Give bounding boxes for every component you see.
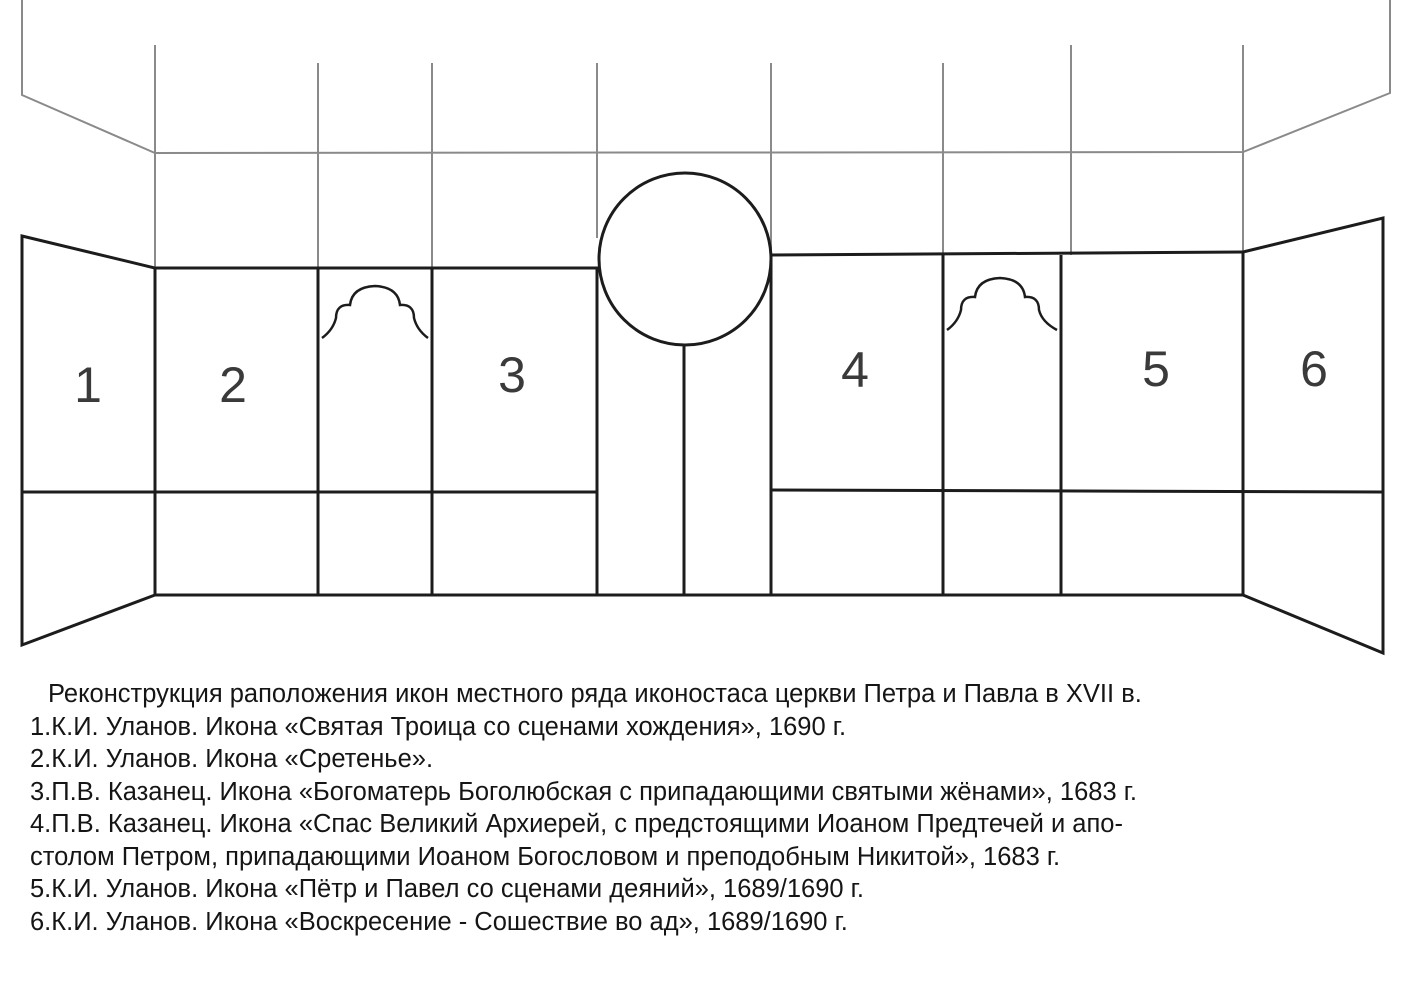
figure-caption (0, 678, 1409, 938)
panel-number-4: 4 (841, 342, 869, 398)
caption-item-2: 2.К.И. Уланов. Икона «Сретенье». (30, 745, 434, 773)
caption-item-6: 6.К.И. Уланов. Икона «Воскресение - Сошествие во ад», 1689/1690 г. (30, 907, 848, 936)
caption-item-4: 4.П.В. Казанец. Икона «Спас Великий Архиерей, с предстоящими Иоаном Предтечей и апо- (30, 810, 1123, 838)
caption-item-5: 5.К.И. Уланов. Икона «Пётр и Павел со сценами деяний», 1689/1690 г. (30, 875, 864, 903)
north-door-arch (322, 286, 428, 338)
caption-item-3: 3.П.В. Казанец. Икона «Богоматерь Боголюбская с припадающими святыми жёнами», 1683 г. (30, 777, 1137, 806)
panel-number-3: 3 (498, 347, 526, 403)
royal-doors-medallion (599, 173, 771, 345)
panel-number-5: 5 (1142, 341, 1170, 397)
panel-number-1: 1 (74, 357, 102, 413)
caption-item-4-continued: столом Петром, припадающими Иоаном Богословом и преподобным Никитой», 1683 г. (30, 842, 1061, 871)
panel-number-6: 6 (1300, 341, 1328, 397)
caption-item-1: 1.К.И. Уланов. Икона «Святая Троица со сценами хождения», 1690 г. (30, 712, 847, 741)
panel-number-2: 2 (219, 357, 247, 413)
south-door-arch (947, 278, 1057, 330)
caption-title: Реконструкция раположения икон местного ряда иконостаса церкви Петра и Павла в XVII в. (48, 680, 1142, 708)
